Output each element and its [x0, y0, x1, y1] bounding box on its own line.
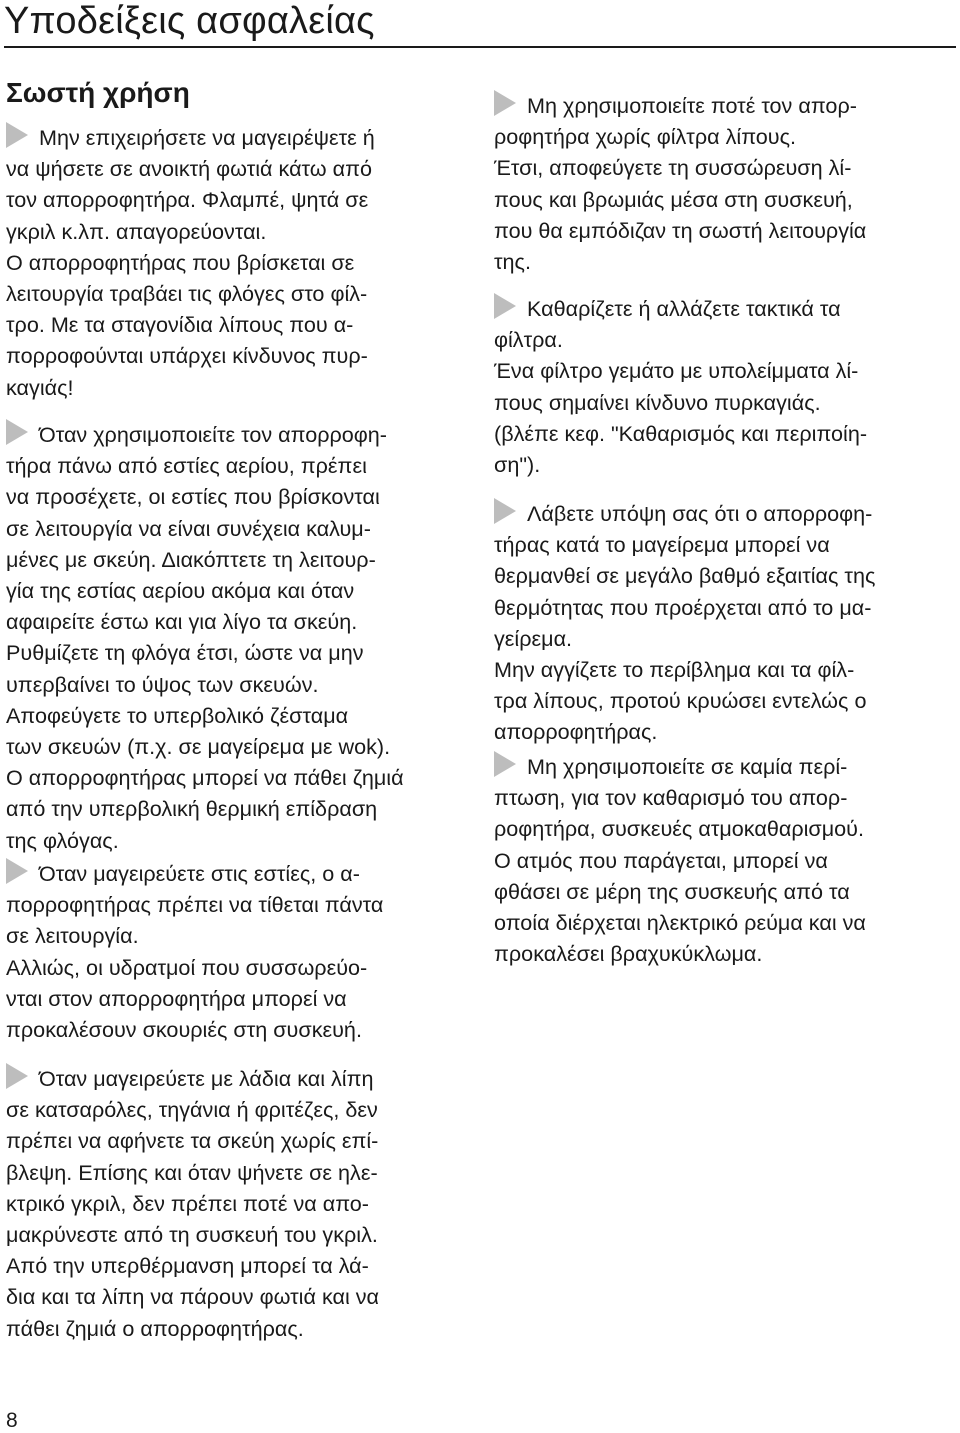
text-line: βλεψη. Επίσης και όταν ψήνετε σε ηλε- — [6, 1159, 378, 1185]
text-line: τρα λίπους, προτού κρυώσει εντελώς ο — [494, 688, 867, 714]
text-line: γκριλ κ.λπ. απαγορεύονται. — [6, 218, 267, 244]
text-line: υπερβαίνει το ύψος των σκευών. — [6, 671, 319, 697]
text-line: Λάβετε υπόψη σας ότι ο απορροφη- — [527, 501, 873, 526]
text-line: οποία διέρχεται ηλεκτρικό ρεύμα και να — [494, 910, 866, 936]
text-line: θερμότητας που προέρχεται από το μα- — [494, 594, 872, 620]
text-line: μένες με σκεύη. Διακόπτετε τη λειτουρ- — [6, 546, 376, 572]
text-line: αφαιρείτε έστω και για λίγο τα σκεύη. — [6, 609, 358, 635]
text-line: Μην επιχειρήσετε να μαγειρέψετε ή — [39, 125, 375, 150]
text-line: τήρα πάνω από εστίες αερίου, πρέπει — [6, 453, 367, 479]
text-line: κτρικό γκριλ, δεν πρέπει ποτέ να απο- — [6, 1190, 370, 1216]
text-line: από την υπερβολική θερμική επίδραση — [6, 796, 378, 822]
text-line: φίλτρα. — [494, 327, 563, 353]
text-line: να προσέχετε, οι εστίες που βρίσκονται — [6, 484, 380, 510]
right-triangle-bullet-icon — [494, 90, 516, 116]
safety-note — [494, 90, 958, 277]
page-number: 8 — [6, 1409, 18, 1432]
text-line: πορροφητήρας πρέπει να τίθεται πάντα — [6, 892, 384, 918]
text-line: καγιάς! — [6, 374, 74, 400]
text-line: σε λειτουργία να είναι συνέχεια καλυμ- — [6, 515, 371, 541]
text-line: Μην αγγίζετε το περίβλημα και τα φίλ- — [494, 657, 855, 683]
text-line: που θα εμπόδιζαν τη σωστή λειτουργία — [494, 217, 867, 243]
text-line: Όταν χρησιμοποιείτε τον απορροφη- — [39, 422, 387, 447]
safety-note — [494, 293, 958, 480]
text-line: πάθει ζημιά ο απορροφητήρας. — [6, 1315, 304, 1341]
title-rule — [4, 46, 956, 48]
text-line: γία της εστίας αερίου ακόμα και όταν — [6, 578, 355, 604]
text-line: φθάσει σε μέρη της συσκευής από τα — [494, 878, 850, 904]
text-line: (βλέπε κεφ. "Καθαρισμός και περιποίη- — [494, 420, 868, 446]
text-line: δια και τα λίπη να πάρουν φωτιά και να — [6, 1284, 380, 1310]
right-triangle-bullet-icon — [6, 858, 28, 884]
text-line: Αλλιώς, οι υδρατμοί που συσσωρεύο- — [6, 954, 368, 980]
text-line: Έτσι, αποφεύγετε τη συσσώρευση λί- — [494, 155, 852, 181]
text-line: της φλόγας. — [6, 827, 119, 853]
page-title: Υποδείξεις ασφαλείας — [4, 0, 375, 42]
text-line: προκαλέσει βραχυκύκλωμα. — [494, 941, 763, 967]
text-line: Αποφεύγετε το υπερβολικό ζέσταμα — [6, 702, 349, 728]
text-line: της. — [494, 249, 531, 275]
text-line: σε λειτουργία. — [6, 923, 139, 949]
text-line: μακρύνεστε από τη συσκευή του γκριλ. — [6, 1222, 378, 1248]
text-line: πορροφούνται υπάρχει κίνδυνος πυρ- — [6, 343, 368, 369]
right-triangle-bullet-icon — [6, 1063, 28, 1089]
text-line: Ο ατμός που παράγεται, μπορεί να — [494, 847, 828, 873]
text-line: ση"). — [494, 452, 541, 478]
text-line: σε κατσαρόλες, τηγάνια ή φριτέζες, δεν — [6, 1097, 378, 1123]
text-line: Από την υπερθέρμανση μπορεί τα λά- — [6, 1253, 369, 1279]
text-line: πους και βρωμιάς μέσα στη συσκευή, — [494, 186, 853, 212]
text-line: απορροφητήρας. — [494, 719, 658, 745]
text-line: Ένα φίλτρο γεμάτο με υπολείμματα λί- — [494, 358, 859, 384]
text-line: ροφητήρα, συσκευές ατμοκαθαρισμού. — [494, 816, 864, 842]
text-line: θερμανθεί σε μεγάλο βαθμό εξαιτίας της — [494, 563, 876, 589]
text-line: πους σημαίνει κίνδυνο πυρκαγιάς. — [494, 389, 821, 415]
text-line: ροφητήρα χωρίς φίλτρα λίπους. — [494, 124, 797, 150]
right-triangle-bullet-icon — [6, 122, 28, 148]
text-line: Μη χρησιμοποιείτε σε καμία περί- — [527, 754, 848, 779]
text-line: Καθαρίζετε ή αλλάζετε τακτικά τα — [527, 296, 841, 321]
text-line: πρέπει να αφήνετε τα σκεύη χωρίς επί- — [6, 1128, 379, 1154]
text-line: προκαλέσουν σκουριές στη συσκευή. — [6, 1017, 362, 1043]
safety-note — [6, 1063, 466, 1344]
text-line: Ρυθμίζετε τη φλόγα έτσι, ώστε να μην — [6, 640, 364, 666]
text-line: Ο απορροφητήρας μπορεί να πάθει ζημιά — [6, 765, 404, 791]
text-line: Όταν μαγειρεύετε με λάδια και λίπη — [39, 1066, 374, 1091]
text-line: νται στον απορροφητήρα μπορεί να — [6, 985, 347, 1011]
text-line: πτωση, για τον καθαρισμό του απορ- — [494, 785, 848, 811]
right-triangle-bullet-icon — [494, 498, 516, 524]
safety-note — [6, 858, 466, 1045]
section-heading: Σωστή χρήση — [6, 77, 190, 108]
text-line: Όταν μαγειρεύετε στις εστίες, ο α- — [39, 861, 360, 886]
right-triangle-bullet-icon — [494, 293, 516, 319]
text-line: γείρεμα. — [494, 625, 573, 651]
text-line: λειτουργία τραβάει τις φλόγες στο φίλ- — [6, 281, 368, 307]
safety-note — [6, 122, 466, 403]
right-triangle-bullet-icon — [6, 419, 28, 445]
safety-note — [494, 751, 958, 969]
text-line: Μη χρησιμοποιείτε ποτέ τον απορ- — [527, 93, 857, 118]
right-triangle-bullet-icon — [494, 751, 516, 777]
text-line: των σκευών (π.χ. σε μαγείρεμα με wok). — [6, 734, 391, 760]
text-line: τον απορροφητήρα. Φλαμπέ, ψητά σε — [6, 187, 369, 213]
text-line: τήρας κατά το μαγείρεμα μπορεί να — [494, 532, 830, 558]
text-line: να ψήσετε σε ανοικτή φωτιά κάτω από — [6, 156, 373, 182]
text-line: τρο. Με τα σταγονίδια λίπους που α- — [6, 312, 354, 338]
safety-note — [494, 498, 958, 748]
safety-note — [6, 419, 466, 856]
text-line: Ο απορροφητήρας που βρίσκεται σε — [6, 249, 355, 275]
